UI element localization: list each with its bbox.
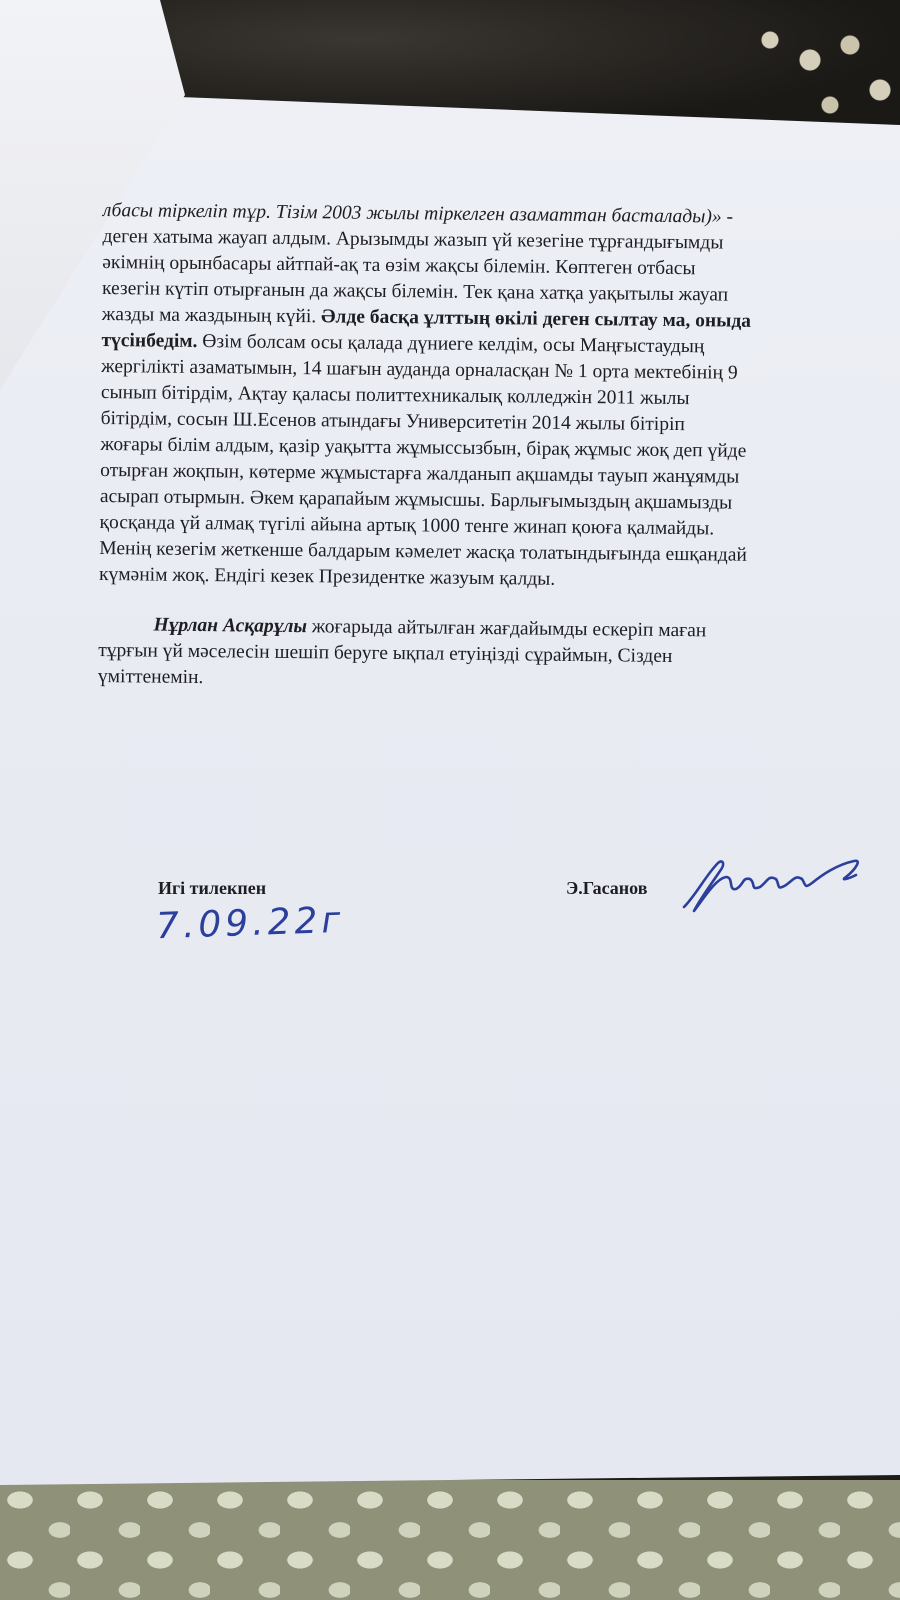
letter-body <box>98 198 858 698</box>
text-line: тұрғын үй мәселесін шешіп беруге ықпал етуіңізді сұраймын, Сізден <box>98 639 673 667</box>
tablecloth <box>0 1480 900 1600</box>
text-line: күмәнім жоқ. Ендігі кезек Президентке жазуым қалды. <box>98 563 556 590</box>
text-line: жергілікті азаматымын, 14 шағын ауданда орналасқан № 1 орта мектебінің 9 <box>101 355 738 384</box>
emphasis-text: Әлде басқа ұлттың өкілі деген сылтау ма, оныда <box>320 306 752 332</box>
signer-name: Э.Гасанов <box>566 878 648 898</box>
text-line: кезегін күтіп отырғанын да жақсы білемін. Тек қана хатқа уақытылы жауап <box>101 277 729 306</box>
text-line: Менің кезегім жеткенше балдарым кәмелет жасқа толатындығында ешқандай <box>99 537 747 566</box>
text-line: қосқанда үй алмақ түгілі айына артық 1000 тенге жинап қоюға қалмайды. <box>99 511 715 540</box>
main-paragraph <box>99 198 858 596</box>
text-line: отырған жоқпын, көтерме жұмыстарға жалданып ақшамды тауып жанұямды <box>100 459 740 488</box>
text-line: үміттенемін. <box>97 665 204 689</box>
text-line: жоғары білім алдым, қазір уақытта жұмыссызбын, бірақ жұмыс жоқ деп үйде <box>100 433 747 462</box>
text-segment: жоғарыда айтылған жағдайымды ескеріп маған <box>311 616 707 642</box>
closing-phrase: Игі тилекпен <box>158 878 267 898</box>
text-segment: жазды ма жаздының күйі. <box>101 303 317 328</box>
emphasis-text: түсінбедім. <box>101 329 198 352</box>
text-line: асырап отырмын. Әкем қарапайым жұмысшы. Барлығымыздың ақшамызды <box>99 485 733 514</box>
handwritten-signature <box>676 855 876 925</box>
lace-doily <box>750 20 900 130</box>
text-segment: Өзім болсам осы қалада дүниеге келдім, осы Маңғыстаудың <box>202 331 705 358</box>
text-line: бітірдім, сосын Ш.Есенов атындағы Университетін 2014 жылы бітіріп <box>100 407 685 436</box>
text-line: лбасы тіркеліп тұр. Тізім 2003 жылы тіркелген азаматтан басталады)» - <box>102 199 734 228</box>
text-line: әкімнің орынбасары айтпай-ақ та өзім жақсы білемін. Көптеген отбасы <box>102 251 696 280</box>
request-paragraph <box>98 612 854 698</box>
addressee-name: Нұрлан Асқарұлы <box>153 614 308 638</box>
text-line: деген хатыма жауап алдым. Арызымды жазып үй кезегіне тұрғандығымды <box>102 225 724 254</box>
handwritten-date: 7.09.22г <box>155 899 345 948</box>
text-line: сынып бітірдім, Ақтау қаласы политтехникалық колледжін 2011 жылы <box>100 381 690 410</box>
